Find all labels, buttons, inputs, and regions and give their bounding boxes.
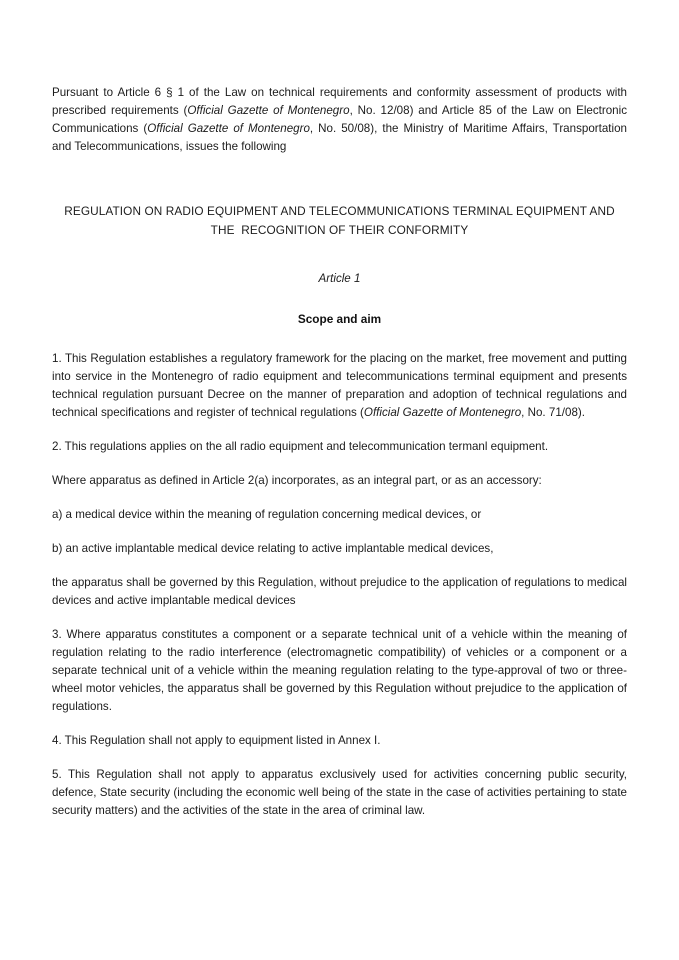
spacer-before-clause-1 xyxy=(52,328,627,350)
gazette-citation-1: Official Gazette of Montenegro xyxy=(187,104,350,117)
apparatus-intro-paragraph: Where apparatus as defined in Article 2(a) incorporates, as an integral part, or as an accessory: xyxy=(52,474,542,487)
preamble-text-part-3: , No. 50/08), the Ministry of Maritime Affairs, Transportation and Telecommunications, issues the following xyxy=(52,122,627,153)
clause-2-paragraph: 2. This regulations applies on the all radio equipment and telecommunication termanl equipment. xyxy=(52,440,549,453)
preamble-text-part-1: Pursuant to Article 6 § 1 of the Law on technical requirements and conformity assessment of products with prescribed requirements ( xyxy=(52,86,627,117)
clause-5-paragraph: 5. This Regulation shall not apply to apparatus exclusively used for activities concerning public security, defence, State security (including the economic well being of the state in the case of activities pertaining to state security matters) and the activities of the state in the area of criminal law. xyxy=(52,768,627,817)
document-body xyxy=(52,84,627,820)
spacer-before-article-label xyxy=(52,240,627,270)
clause-1-text-part-2: , No. 71/08). xyxy=(521,406,585,419)
list-item-b: b) an active implantable medical device relating to active implantable medical devices, xyxy=(52,542,494,555)
preamble-text-part-2: , No. 12/08) and Article 85 of the Law on Electronic Communications ( xyxy=(52,104,627,135)
list-item-a: a) a medical device within the meaning of regulation concerning medical devices, or xyxy=(52,508,482,521)
gazette-citation-3: Official Gazette of Montenegro xyxy=(363,406,522,419)
clause-1-text-part-1: 1. This Regulation establishes a regulatory framework for the placing on the market, free movement and putting into service in the Montenegro of radio equipment and telecommunications terminal equipment and presents technical regulation pursuant Decree on the manner of preparation and adoption of technical regulations and technical specifications and register of technical regulations ( xyxy=(52,352,627,419)
clause-4-paragraph: 4. This Regulation shall not apply to equipment listed in Annex I. xyxy=(52,734,381,747)
article-label: Article 1 xyxy=(318,272,361,285)
document-title: REGULATION ON RADIO EQUIPMENT AND TELECOMMUNICATIONS TERMINAL EQUIPMENT AND THE RECOGNITION OF THEIR CONFORMITY xyxy=(64,204,618,237)
section-heading-scope-and-aim: Scope and aim xyxy=(297,312,382,326)
clause-3-paragraph: 3. Where apparatus constitutes a component or a separate technical unit of a vehicle within the meaning of regulation relating to the radio interference (electromagnetic compatibility) of vehicles or a component or a separate technical unit of a vehicle within the meaning regulation relating to the type-approval of two or three-wheel motor vehicles, the apparatus shall be governed by this Regulation without prejudice to the application of regulations. xyxy=(52,628,627,713)
spacer-before-section-heading xyxy=(52,288,627,310)
clause-1-paragraph xyxy=(52,350,627,422)
apparatus-governed-paragraph: the apparatus shall be governed by this Regulation, without prejudice to the application of regulations to medical devices and active implantable medical devices xyxy=(52,576,627,607)
gazette-citation-2: Official Gazette of Montenegro xyxy=(147,122,310,135)
spacer-before-title xyxy=(52,172,627,202)
preamble-paragraph xyxy=(52,84,627,156)
